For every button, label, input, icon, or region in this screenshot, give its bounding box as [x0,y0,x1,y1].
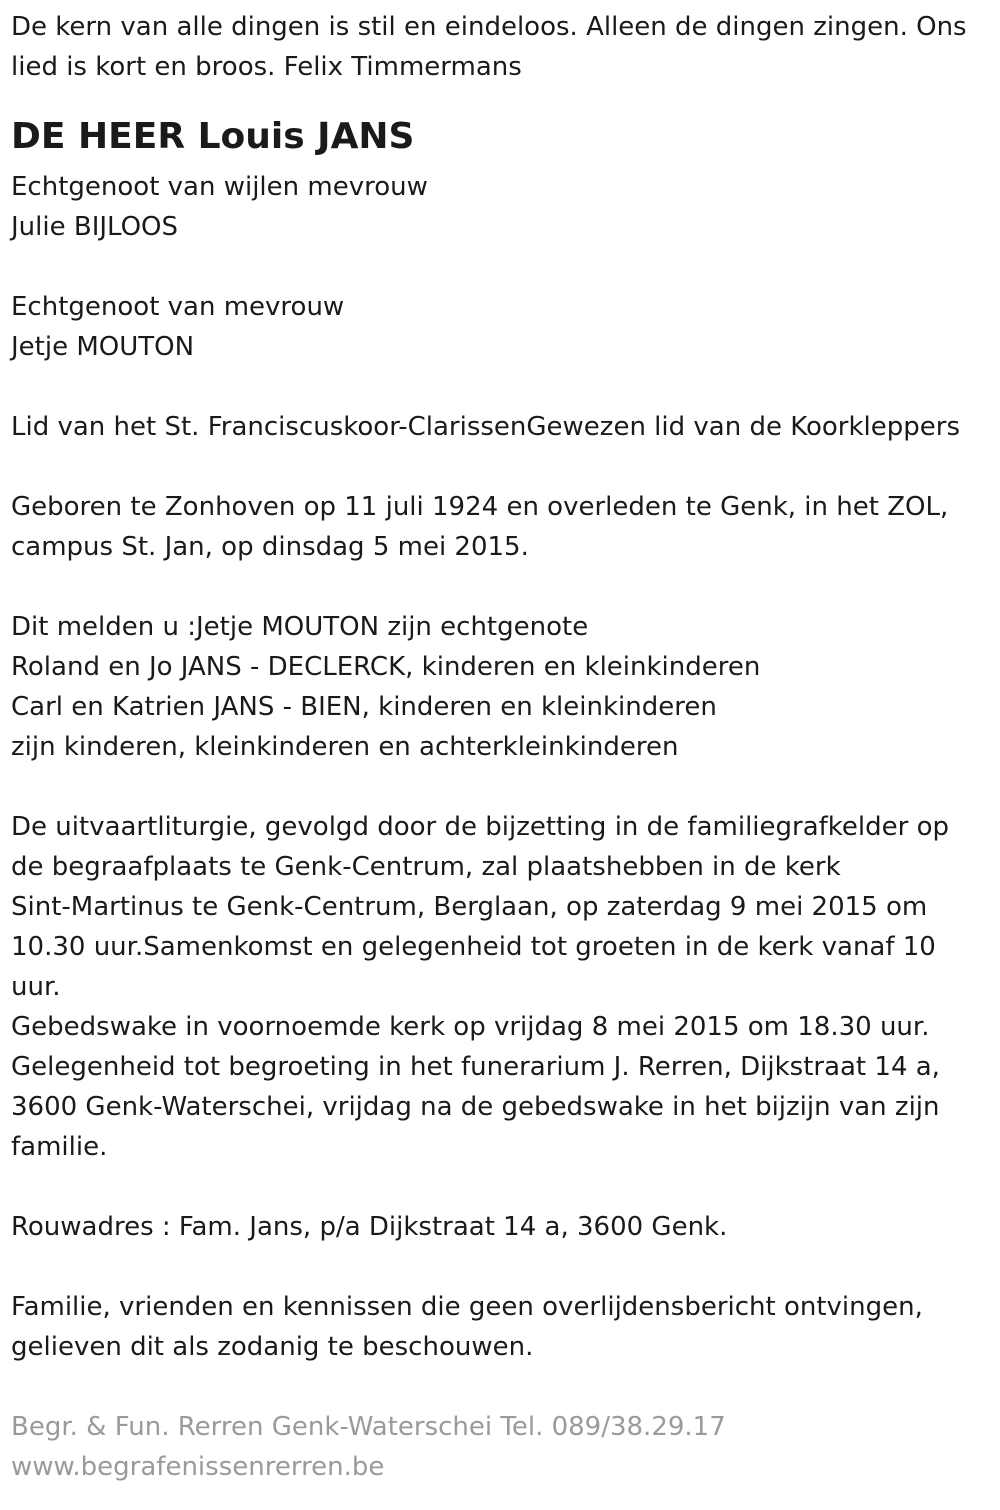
birth-death-block [11,487,991,567]
spacer [11,367,991,407]
funeral-line: 3600 Genk-Waterschei, vrijdag na de gebedswake in het bijzijn van zijn [11,1092,940,1122]
spacer [11,247,991,287]
opening-quote [11,7,991,87]
spouse-line: Echtgenoot van wijlen mevrouw [11,172,428,202]
family-block [11,607,991,767]
deceased-name: DE HEER Louis JANS [11,116,415,157]
spacer [11,767,991,807]
family-line: Roland en Jo JANS - DECLERCK, kinderen en kleinkinderen [11,652,761,682]
spacer [11,1247,991,1287]
birth-death-line: Geboren te Zonhoven op 11 juli 1924 en overleden te Genk, in het ZOL, [11,492,949,522]
notice-block [11,1287,991,1367]
family-line: Carl en Katrien JANS - BIEN, kinderen en kleinkinderen [11,692,717,722]
mourning-address: Rouwadres : Fam. Jans, p/a Dijkstraat 14 a, 3600 Genk. [11,1212,728,1242]
undertaker-info: Begr. & Fun. Rerren Genk-Waterschei Tel. 089/38.29.17 [11,1412,726,1442]
spacer [11,567,991,607]
undertaker-footer [11,1407,991,1487]
spouse-block [11,167,991,367]
obituary-document [11,7,991,1487]
birth-death-line: campus St. Jan, op dinsdag 5 mei 2015. [11,532,529,562]
spouse-line: Julie BIJLOOS [11,212,179,242]
spouse-line: Echtgenoot van mevrouw [11,292,345,322]
notice-line: Familie, vrienden en kennissen die geen overlijdensbericht ontvingen, [11,1292,923,1322]
funeral-line: uur. [11,972,61,1002]
spacer [11,1167,991,1207]
funeral-line: de begraafplaats te Genk-Centrum, zal plaatshebben in de kerk [11,852,841,882]
family-line: zijn kinderen, kleinkinderen en achterkleinkinderen [11,732,679,762]
quote-line: lied is kort en broos. Felix Timmermans [11,52,522,82]
family-line: Dit melden u :Jetje MOUTON zijn echtgenote [11,612,589,642]
funeral-line: Gebedswake in voornoemde kerk op vrijdag 8 mei 2015 om 18.30 uur. [11,1012,930,1042]
quote-line: De kern van alle dingen is stil en eindeloos. Alleen de dingen zingen. Ons [11,12,967,42]
funeral-line: Gelegenheid tot begroeting in het funerarium J. Rerren, Dijkstraat 14 a, [11,1052,940,1082]
spouse-line: Jetje MOUTON [11,332,195,362]
spacer [11,447,991,487]
membership-line: Lid van het St. Franciscuskoor-ClarissenGewezen lid van de Koorkleppers [11,412,960,442]
spacer [11,1367,991,1407]
notice-line: gelieven dit als zodanig te beschouwen. [11,1332,534,1362]
funeral-block [11,807,991,1167]
funeral-line: 10.30 uur.Samenkomst en gelegenheid tot groeten in de kerk vanaf 10 [11,932,936,962]
funeral-line: familie. [11,1132,108,1162]
funeral-line: De uitvaartliturgie, gevolgd door de bijzetting in de familiegrafkelder op [11,812,950,842]
undertaker-website: www.begrafenissenrerren.be [11,1452,385,1482]
funeral-line: Sint-Martinus te Genk-Centrum, Berglaan, op zaterdag 9 mei 2015 om [11,892,928,922]
